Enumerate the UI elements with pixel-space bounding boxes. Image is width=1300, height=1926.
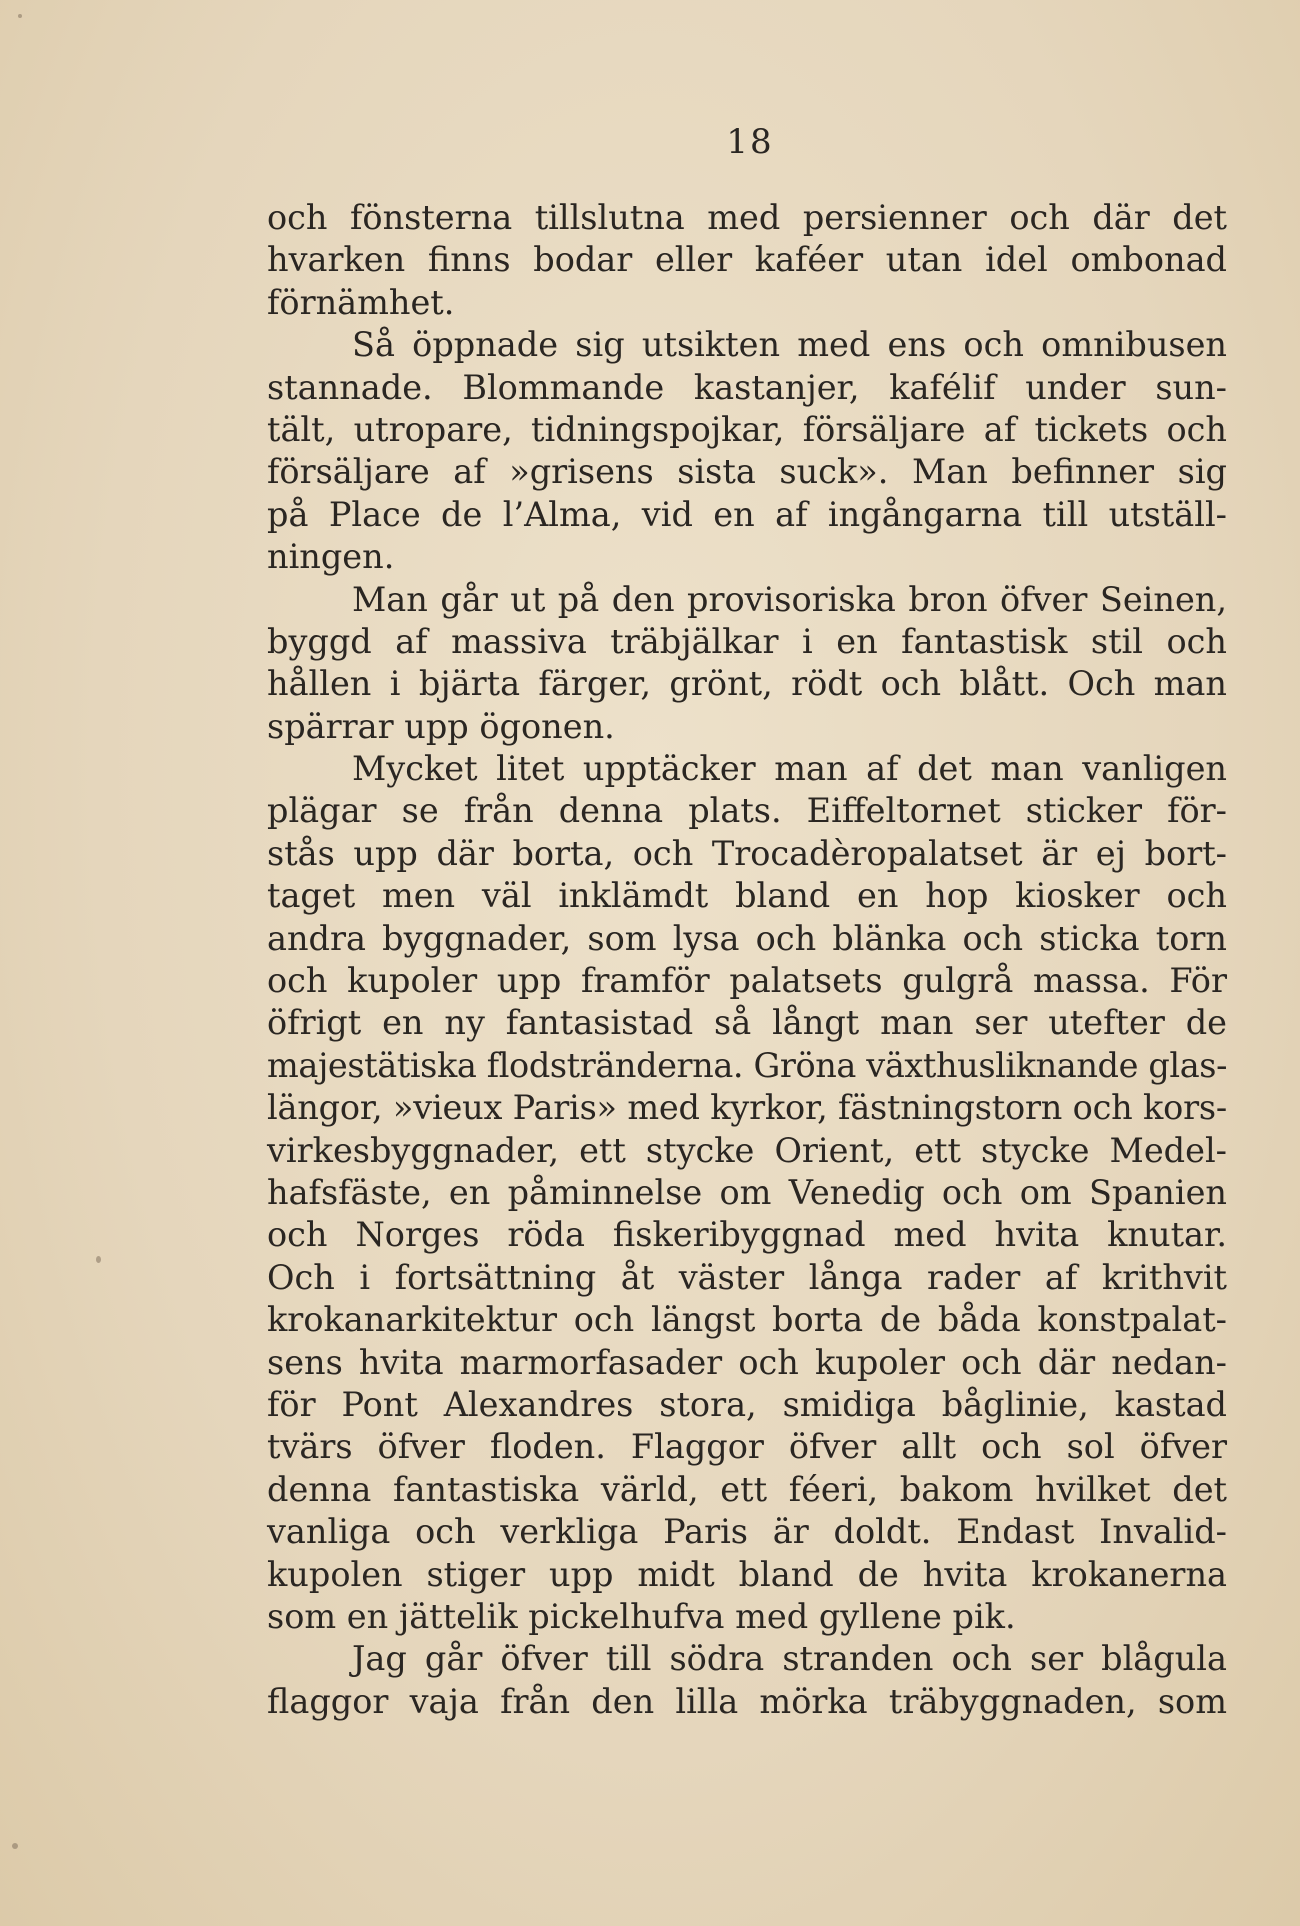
text-line: Och i fortsättning åt väster långa rader af krithvit xyxy=(267,1257,1227,1297)
text-line: längor, »vieux Paris» med kyrkor, fästningstorn och kors- xyxy=(267,1088,1227,1128)
text-line: taget men väl inklämdt bland en hop kiosker och xyxy=(267,876,1227,916)
text-line: vanliga och verkliga Paris är doldt. Endast Invalid- xyxy=(267,1512,1227,1552)
text-line: plägar se från denna plats. Eiffeltornet sticker för- xyxy=(267,791,1227,831)
text-line: hållen i bjärta färger, grönt, rödt och blått. Och man xyxy=(267,664,1227,704)
text-line: förnämhet. xyxy=(267,282,455,322)
text-line: Mycket litet upptäcker man af det man vanligen xyxy=(352,749,1227,789)
text-line: denna fantastiska värld, ett féeri, bakom hvilket det xyxy=(267,1469,1227,1509)
text-line: spärrar upp ögonen. xyxy=(267,706,615,746)
text-line: kupolen stiger upp midt bland de hvita krokanerna xyxy=(267,1554,1227,1594)
text-line: och fönsterna tillslutna med persienner och där det xyxy=(267,198,1227,237)
text-line: som en jättelik pickelhufva med gyllene pik. xyxy=(267,1596,1016,1636)
text-line: Så öppnade sig utsikten med ens och omnibusen xyxy=(352,325,1227,365)
text-line: sens hvita marmorfasader och kupoler och där nedan- xyxy=(267,1342,1227,1382)
text-line: öfrigt en ny fantasistad så långt man ser utefter de xyxy=(267,1003,1227,1043)
paper-speck xyxy=(18,14,22,18)
paper-speck xyxy=(96,1256,101,1263)
text-line: hafsfäste, en påminnelse om Venedig och om Spanien xyxy=(267,1172,1227,1212)
text-line: tvärs öfver floden. Flaggor öfver allt och sol öfver xyxy=(267,1427,1227,1467)
text-line: majestätiska flodstränderna. Gröna växthusliknande glas- xyxy=(267,1045,1227,1085)
text-line: på Place de l’Alma, vid en af ingångarna till utställ- xyxy=(267,494,1227,534)
body-text xyxy=(267,197,1227,1723)
text-line: hvarken finns bodar eller kaféer utan idel ombonad xyxy=(267,240,1227,280)
text-line: flaggor vaja från den lilla mörka träbyggnaden, som xyxy=(267,1681,1227,1721)
text-line: stås upp där borta, och Trocadèropalatset är ej bort- xyxy=(267,833,1227,873)
text-line: Jag går öfver till södra stranden och ser blågula xyxy=(352,1639,1227,1679)
text-line: och Norges röda fiskeribyggnad med hvita knutar. xyxy=(267,1215,1227,1255)
text-line: för Pont Alexandres stora, smidiga båglinie, kastad xyxy=(267,1384,1227,1424)
page-number: 18 xyxy=(726,122,774,162)
text-line: Man går ut på den provisoriska bron öfver Seinen, xyxy=(352,579,1227,619)
text-line: stannade. Blommande kastanjer, kafélif under sun- xyxy=(267,367,1227,407)
text-line: försäljare af »grisens sista suck». Man befinner sig xyxy=(267,452,1227,492)
text-line: krokanarkitektur och längst borta de båda konstpalat- xyxy=(267,1300,1227,1340)
text-line: ningen. xyxy=(267,537,395,577)
text-line: virkesbyggnader, ett stycke Orient, ett stycke Medel- xyxy=(267,1130,1227,1170)
text-line: tält, utropare, tidningspojkar, försäljare af tickets och xyxy=(267,409,1227,449)
paper-speck xyxy=(12,1843,18,1849)
text-line: byggd af massiva träbjälkar i en fantastisk stil och xyxy=(267,621,1227,661)
text-line: andra byggnader, som lysa och blänka och sticka torn xyxy=(267,918,1227,958)
text-line: och kupoler upp framför palatsets gulgrå massa. För xyxy=(267,961,1227,1001)
